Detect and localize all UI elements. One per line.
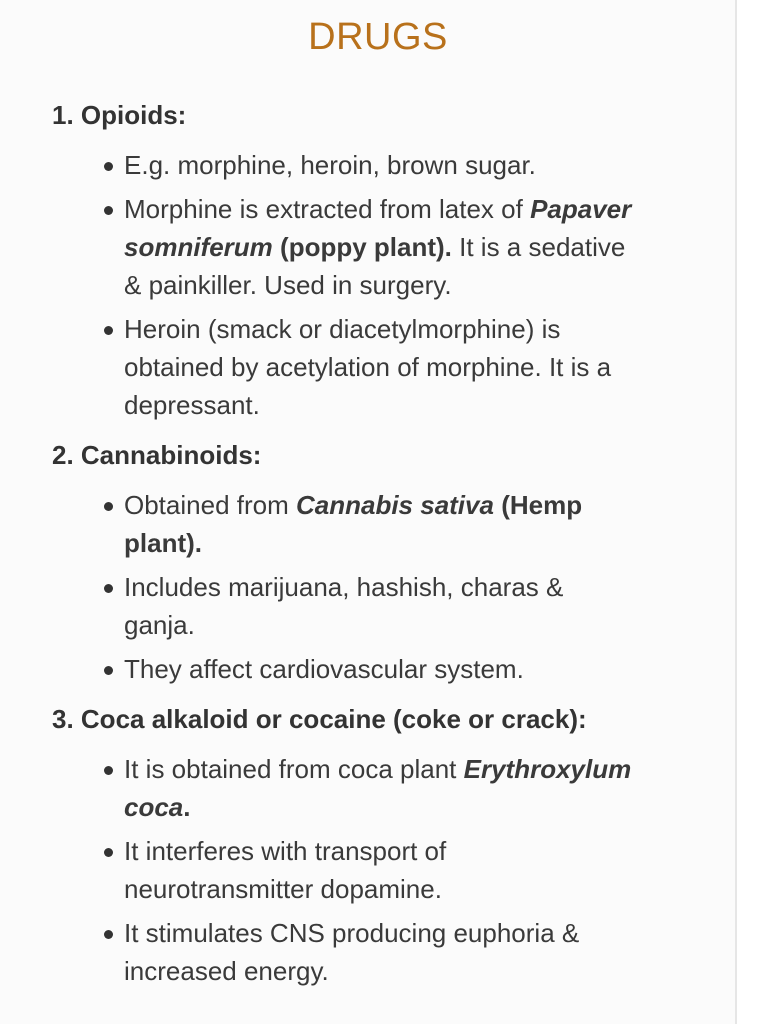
item-punctuation: . (183, 792, 191, 822)
scientific-name: Cannabis sativa (295, 490, 494, 520)
list-item (52, 568, 634, 644)
list-item (52, 832, 634, 908)
list-item (52, 486, 634, 562)
list-item (52, 310, 634, 424)
list-item (52, 914, 634, 990)
item-text: It is a sedative & painkiller. Used in surgery. (124, 232, 626, 300)
document-body (52, 96, 692, 1002)
list-item (52, 190, 634, 304)
item-text: Heroin (smack or diacetylmorphine) is obtained by acetylation of morphine. It is a depressant. (124, 314, 612, 420)
bullet-icon (104, 326, 113, 335)
common-name: (Hemp plant). (124, 490, 583, 558)
page-title: DRUGS (308, 16, 448, 58)
item-text: It interferes with transport of neurotransmitter dopamine. (124, 836, 447, 904)
bullet-list (52, 146, 692, 424)
item-text: They affect cardiovascular system. (124, 654, 524, 684)
list-item (52, 650, 634, 688)
item-text: E.g. morphine, heroin, brown sugar. (124, 150, 536, 180)
bullet-icon (104, 206, 113, 215)
bullet-list (52, 750, 692, 990)
bullet-list (52, 486, 692, 688)
item-text: Includes marijuana, hashish, charas & ganja. (124, 572, 564, 640)
bullet-icon (104, 666, 113, 675)
bullet-icon (104, 162, 113, 171)
bullet-icon (104, 766, 113, 775)
bullet-icon (104, 584, 113, 593)
list-item (52, 750, 634, 826)
item-text: It stimulates CNS producing euphoria & increased energy. (124, 918, 580, 986)
common-name: (poppy plant). (272, 232, 452, 262)
list-item (52, 146, 634, 184)
scientific-name: Erythroxylum coca (124, 754, 632, 822)
bullet-icon (104, 502, 113, 511)
scientific-name: Papaver somniferum (124, 194, 632, 262)
item-text: Morphine is extracted from latex of (124, 194, 531, 224)
section-opioids (52, 96, 692, 424)
section-heading: 1. Opioids: (52, 100, 187, 130)
section-heading: 2. Cannabinoids: (52, 440, 262, 470)
item-text: Obtained from (124, 490, 296, 520)
bullet-icon (104, 848, 113, 857)
section-cocaine (52, 700, 692, 990)
bullet-icon (104, 930, 113, 939)
section-cannabinoids (52, 436, 692, 688)
page-edge-divider (735, 0, 737, 1024)
section-heading: 3. Coca alkaloid or cocaine (coke or crack): (52, 704, 587, 734)
item-text: It is obtained from coca plant (124, 754, 464, 784)
